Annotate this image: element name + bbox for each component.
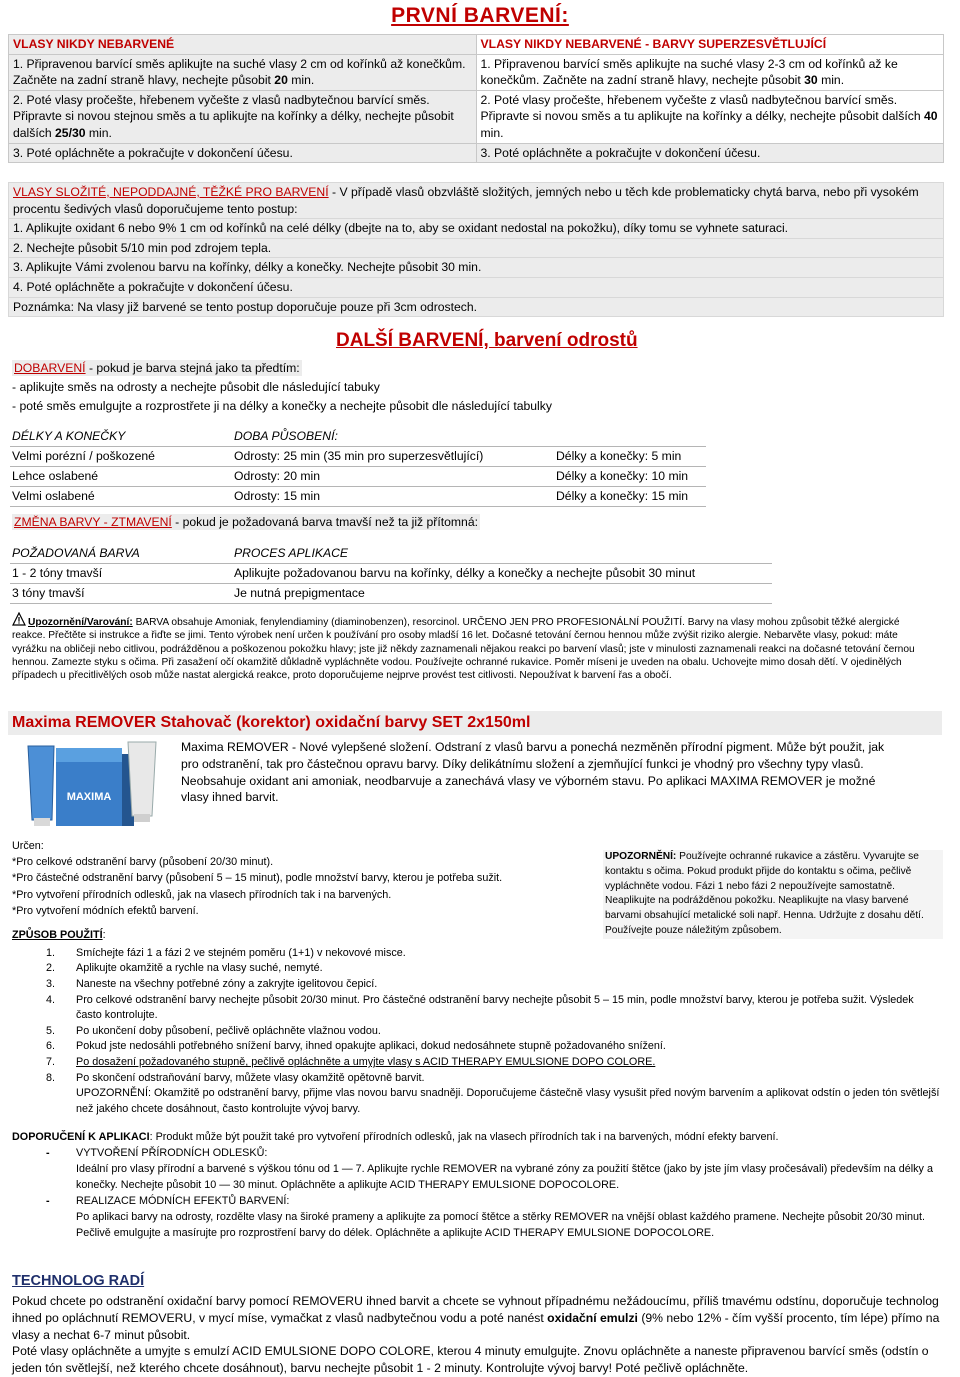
table-header: DÉLKY A KONEČKY — [10, 427, 232, 447]
difficult-step-1: 1. Aplikujte oxidant 6 nebo 9% 1 cm od kořínků na celé délky (dbejte na to, aby se oxidant nedostal na pokožku), díky tomu se vyhnete saturaci. — [8, 219, 944, 239]
recolor-heading: DOBARVENÍ - pokud je barva stejná jako ta předtím: — [14, 361, 300, 375]
table-cell: Odrosty: 20 min — [232, 467, 554, 487]
superlift-step-2: 2. Poté vlasy pročešte, hřebenem vyčešte z vlasů nadbytečnou barvící směs. Připravte si novou směs a tu aplikujte na kořínky a délky, nechejte působit dalších 40 min. — [476, 90, 944, 143]
never-colored-step-3: 3. Poté opláchněte a pokračujte v dokončení účesu. — [9, 143, 477, 163]
list-item: 6. Pokud jste nedosáhli potřebného snížení barvy, ihned opakujte aplikaci, dokud nedosáhnete stupně požadovaného snížení. — [46, 1040, 666, 1053]
usage-list — [12, 838, 582, 919]
product-description: Maxima REMOVER - Nové vylepšené složení. Odstraní z vlasů barvu a ponechá nezměněn přírodní pigment. Může být použit, jak pro odstranění, tak pro částečnou opravu barvy. Díky delikátnímu složení a zjemňující funkci je vhodný pro všechny typy vlasů. Neobsahuje oxidant ani amoniak, neodbarvuje a zanechává vlasy ve výborném stavu. Po aplikaci MAXIMA REMOVER je možné vlasy ihned barvit. — [181, 740, 885, 805]
directions-steps — [12, 946, 942, 1087]
table-cell: 1 - 2 tóny tmavší — [10, 564, 232, 584]
never-colored-header: VLASY NIKDY NEBARVENÉ — [9, 35, 477, 55]
list-item: 8. Po skončení odstraňování barvy, můžete vlasy okamžitě opětovně barvit. — [46, 1071, 425, 1084]
next-coloring-title: DALŠÍ BARVENÍ, barvení odrostů — [336, 330, 638, 351]
superlift-step-1: 1. Připravenou barvící směs aplikujte na suché vlasy 2-3 cm od kořínků až ke konečkům. Začněte na zadní straně hlavy, nechejte působit 30 min. — [476, 54, 944, 90]
darken-table — [10, 544, 772, 604]
recommendation-item-text: Ideální pro vlasy přírodní a barvené s výškou tónu od 1 — 7. Aplikujte rychle REMOVER na vybrané zóny za použití štětce (jako by jste jím vlasy pročesávali) především na délky a konečky. Nechejte působit 10 — 30 minut. Opláchněte a aplikujte ACID THERAPY EMULSIONE DOPOCOLORE. — [76, 1162, 933, 1191]
table-cell: Odrosty: 25 min (35 min pro superzesvětlující) — [232, 447, 554, 467]
difficult-step-4: 4. Poté opláchněte a pokračujte v dokončení účesu. — [8, 278, 944, 298]
table-header: PROCES APLIKACE — [232, 544, 772, 564]
product-image — [22, 740, 162, 826]
list-item: *Pro vytvoření módních efektů barvení. — [12, 904, 199, 917]
table-cell: Délky a konečky: 5 min — [554, 447, 706, 467]
list-item: 2. Aplikujte okamžitě a rychle na vlasy suché, nemyté. — [46, 962, 323, 975]
recommendation-section — [12, 1130, 942, 1242]
recommendation-item-title: - REALIZACE MÓDNÍCH EFEKTŮ BARVENÍ: — [46, 1194, 290, 1207]
table-row — [10, 447, 706, 467]
page-title: PRVNÍ BARVENÍ: — [391, 4, 569, 27]
list-item: *Pro částečné odstranění barvy (působení 5 – 15 minut), podle množství barvy, kterou je potřeba sužit. — [12, 872, 503, 885]
table-cell: Lehce oslabené — [10, 467, 232, 487]
list-item: 1. Smíchejte fázi 1 a fázi 2 ve stejném poměru (1+1) v nekovové misce. — [46, 946, 406, 959]
list-item: *Pro celkové odstranění barvy (působení 20/30 minut). — [12, 856, 274, 869]
product-title: Maxima REMOVER Stahovač (korektor) oxidační barvy SET 2x150ml — [8, 711, 942, 735]
warning-triangle-icon — [12, 612, 26, 626]
table-row — [10, 487, 706, 507]
difficult-note: Poznámka: Na vlasy již barvené se tento postup doporučuje pouze při 3cm odrostech. — [8, 298, 944, 318]
recolor-line-1: - aplikujte směs na odrosty a nechejte působit dle následující tabuky — [12, 380, 380, 394]
technologist-tip-text — [12, 1293, 942, 1377]
table-row — [10, 467, 706, 487]
table-cell: Aplikujte požadovanou barvu na kořínky, délky a konečky a nechejte působit 30 minut — [232, 564, 772, 584]
first-coloring-table — [8, 34, 944, 163]
difficult-hair-section — [8, 182, 944, 317]
directions-section — [12, 928, 942, 1118]
recommendation-item-title: - VYTVOŘENÍ PŘÍRODNÍCH ODLESKŮ: — [46, 1146, 268, 1159]
recommendation-intro: DOPORUČENÍ K APLIKACI: Produkt může být použit také pro vytvoření přírodních odlesků, jak na vlasech přírodních tak i na barvených, módní efekty barvení. — [12, 1131, 779, 1143]
product-brand-label: MAXIMA — [66, 791, 112, 803]
table-cell: Odrosty: 15 min — [232, 487, 554, 507]
tip-paragraph-1: Pokud chcete po odstranění oxidační barvy pomocí REMOVERU ihned barvit a chcete se vyhnout případnému nežádoucímu, příliš tmavému odstínu, doporučuje technolog ihned po opláchnutí REMOVERU, v mycí míse, vymačkat z vlasů nadbytečnou vodu a poté nanést oxidační emulzi (9% nebo 12% - čím vyšší procento, tím lépe) přímo na vlasy a nechat 6-7 minut působit. — [12, 1294, 940, 1342]
warning-label: Upozornění/Varování: — [28, 617, 133, 628]
difficult-step-3: 3. Aplikujte Vámi zvolenou barvu na kořínky, délky a konečky. Nechejte působit 30 min. — [8, 258, 944, 278]
recolor-time-table — [10, 427, 706, 507]
recommendation-item-text: Po aplikaci barvy na odrosty, rozdělte vlasy na široké prameny a aplikujte za pomocí štětce a stěrky REMOVER na vnější oblast každého pramene. Nechejte působit 20/30 minut. Pečlivě emulgujte a masírujte pro rozprostření barvy do délek. Opláchněte a aplikujte ACID THERAPY EMULSIONE DOPOCOLORE. — [76, 1210, 925, 1239]
difficult-hair-heading: VLASY SLOŽITÉ, NEPODDAJNÉ, TĚŽKÉ PRO BARVENÍ — [13, 185, 329, 199]
warning-paragraph: Upozornění/Varování: BARVA obsahuje Amoniak, fenylendiaminy (diaminobenzen), resorcinol. URČENO JEN PRO PROFESIONÁLNÍ POUŽITÍ. Barvy na vlasy mohou způsobit těžké alergické reakce. Přečtěte si instrukce a řiďte se jimi. Tento výrobek není určen k používání pro osoby mladší 16 let. Dočasné tetování černou hennou může zvýšit riziko alergie. Nebarvěte vlasy, pokud: máte vyrážku na obličeji nebo citlivou, podrážděnou a poškozenou pokožku hlavy; jste již někdy zaznamenali nějakou reakci po barvení vlasů; jste v minulosti zaznamenali reakci na dočasné tetování černou hennou. Zamezte styku s očima. Při zasažení očí okamžitě důkladně vypláchněte vodou. Používejte ochranné rukavice. Poměr míseni je uveden na obalu. Uchovejte mimo dosah dětí. V ojedinělých případech u přecitlivělých osob může nastat alergická reakce, proto doporučujeme nejprve provést test citlivosti. Nepoužívat k barvení řas a obočí. — [12, 612, 932, 682]
never-colored-step-2: 2. Poté vlasy pročešte, hřebenem vyčešte z vlasů nadbytečnou barvící směs. Připravte si novou stejnou směs a tu aplikujte na kořínky a délky, nechejte působit dalších 25/30 min. — [9, 90, 477, 143]
technologist-tip-title: TECHNOLOG RADÍ — [12, 1273, 145, 1289]
table-row — [10, 564, 772, 584]
difficult-step-2: 2. Nechejte působit 5/10 min pod zdrojem tepla. — [8, 239, 944, 259]
tip-paragraph-2: Poté vlasy opláchněte a umyjte s emulzí ACID EMULSIONE DOPO COLORE, kterou 4 minuty emulgujte. Znovu opláchněte a naneste připravenou barvící směs (odstín o jeden tón světlejší, než kterého chcete dosáhnout), barvu nechejte působit 1 - 2 minuty. Kontrolujte vývoj barvy! Poté pečlivě opláchněte. — [12, 1344, 929, 1376]
difficult-hair-intro: VLASY SLOŽITÉ, NEPODDAJNÉ, TĚŽKÉ PRO BARVENÍ - V případě vlasů obzvláště složitých, jemných nebo u těch kde problematicky chytá barva, nebo při vysokém procentu šedivých vlasů doporučujeme tento postup: — [8, 182, 944, 219]
list-item: 7. Po dosažení požadovaného stupně, pečlivě opláchněte a umyjte vlasy s ACID THERAPY EMULSIONE DOPO COLORE. — [46, 1056, 656, 1069]
superlift-step-3: 3. Poté opláchněte a pokračujte v dokončení účesu. — [476, 143, 944, 163]
table-header: DOBA PŮSOBENÍ: — [232, 427, 554, 447]
table-cell: Velmi porézní / poškozené — [10, 447, 232, 467]
table-cell: Velmi oslabené — [10, 487, 232, 507]
table-header — [554, 427, 706, 447]
recolor-line-2: - poté směs emulgujte a rozprostřete ji na délky a konečky a nechejte působit dle následující tabulky — [12, 399, 552, 413]
never-colored-step-1: 1. Připravenou barvící směs aplikujte na suché vlasy 2 cm od kořínků až konečkům. Začněte na zadní straně hlavy, nechejte působit 20 min. — [9, 54, 477, 90]
directions-warning: UPOZORNĚNÍ: Okamžitě po odstranění barvy, přijme vlas novou barvu snadněji. Doporučujeme částečně vlasy vysušit před novým barvením a aplikovat odstín o jeden tón světlejší než jakého chcete dosáhnout, často kontrolujte vývoj barvy. — [76, 1087, 940, 1116]
table-header: POŽADOVANÁ BARVA — [10, 544, 232, 564]
table-cell: 3 tóny tmavší — [10, 584, 232, 604]
darken-heading: ZMĚNA BARVY - ZTMAVENÍ - pokud je požadovaná barva tmavší než ta již přítomná: — [14, 515, 479, 529]
list-item: 5. Po ukončení doby působení, pečlivě opláchněte vlažnou vodou. — [46, 1024, 381, 1037]
list-item: *Pro vytvoření přírodních odlesků, jak na vlasech přírodních tak i na barvených. — [12, 888, 392, 901]
table-cell: Je nutná prepigmentace — [232, 584, 772, 604]
usage-label: Určen: — [12, 840, 44, 852]
list-item: 4. Pro celkové odstranění barvy nechejte působit 20/30 minut. Pro částečné odstranění barvy nechejte působit 5 – 15 min, podle množství barvy, kterou je potřeba sužit. Výsledek často kontrolujte. — [46, 993, 914, 1022]
list-item: 3. Naneste na všechny potřebné zóny a zakryjte igelitovou čepicí. — [46, 977, 378, 990]
table-cell: Délky a konečky: 10 min — [554, 467, 706, 487]
table-cell: Délky a konečky: 15 min — [554, 487, 706, 507]
safety-warning-box: UPOZORNĚNÍ: Používejte ochranné rukavice a zástěru. Vyvarujte se kontaktu s očima. Pokud produkt přijde do kontaktu s očima, pečlivě vypláchněte vodou. Fázi 1 nebo fázi 2 nepoužívejte samostatně. Neaplikujte na podrážděnou pokožku. Neaplikujte na vlasy barvené barvami obsahující metalické soli např. Henna. Udržujte z dosahu dětí. Používejte pouze náležitým způsobem. — [603, 850, 943, 939]
never-colored-superlift-header: VLASY NIKDY NEBARVENÉ - BARVY SUPERZESVĚTLUJÍCÍ — [476, 35, 944, 55]
directions-heading: ZPŮSOB POUŽITÍ: — [12, 929, 106, 941]
table-row — [10, 584, 772, 604]
